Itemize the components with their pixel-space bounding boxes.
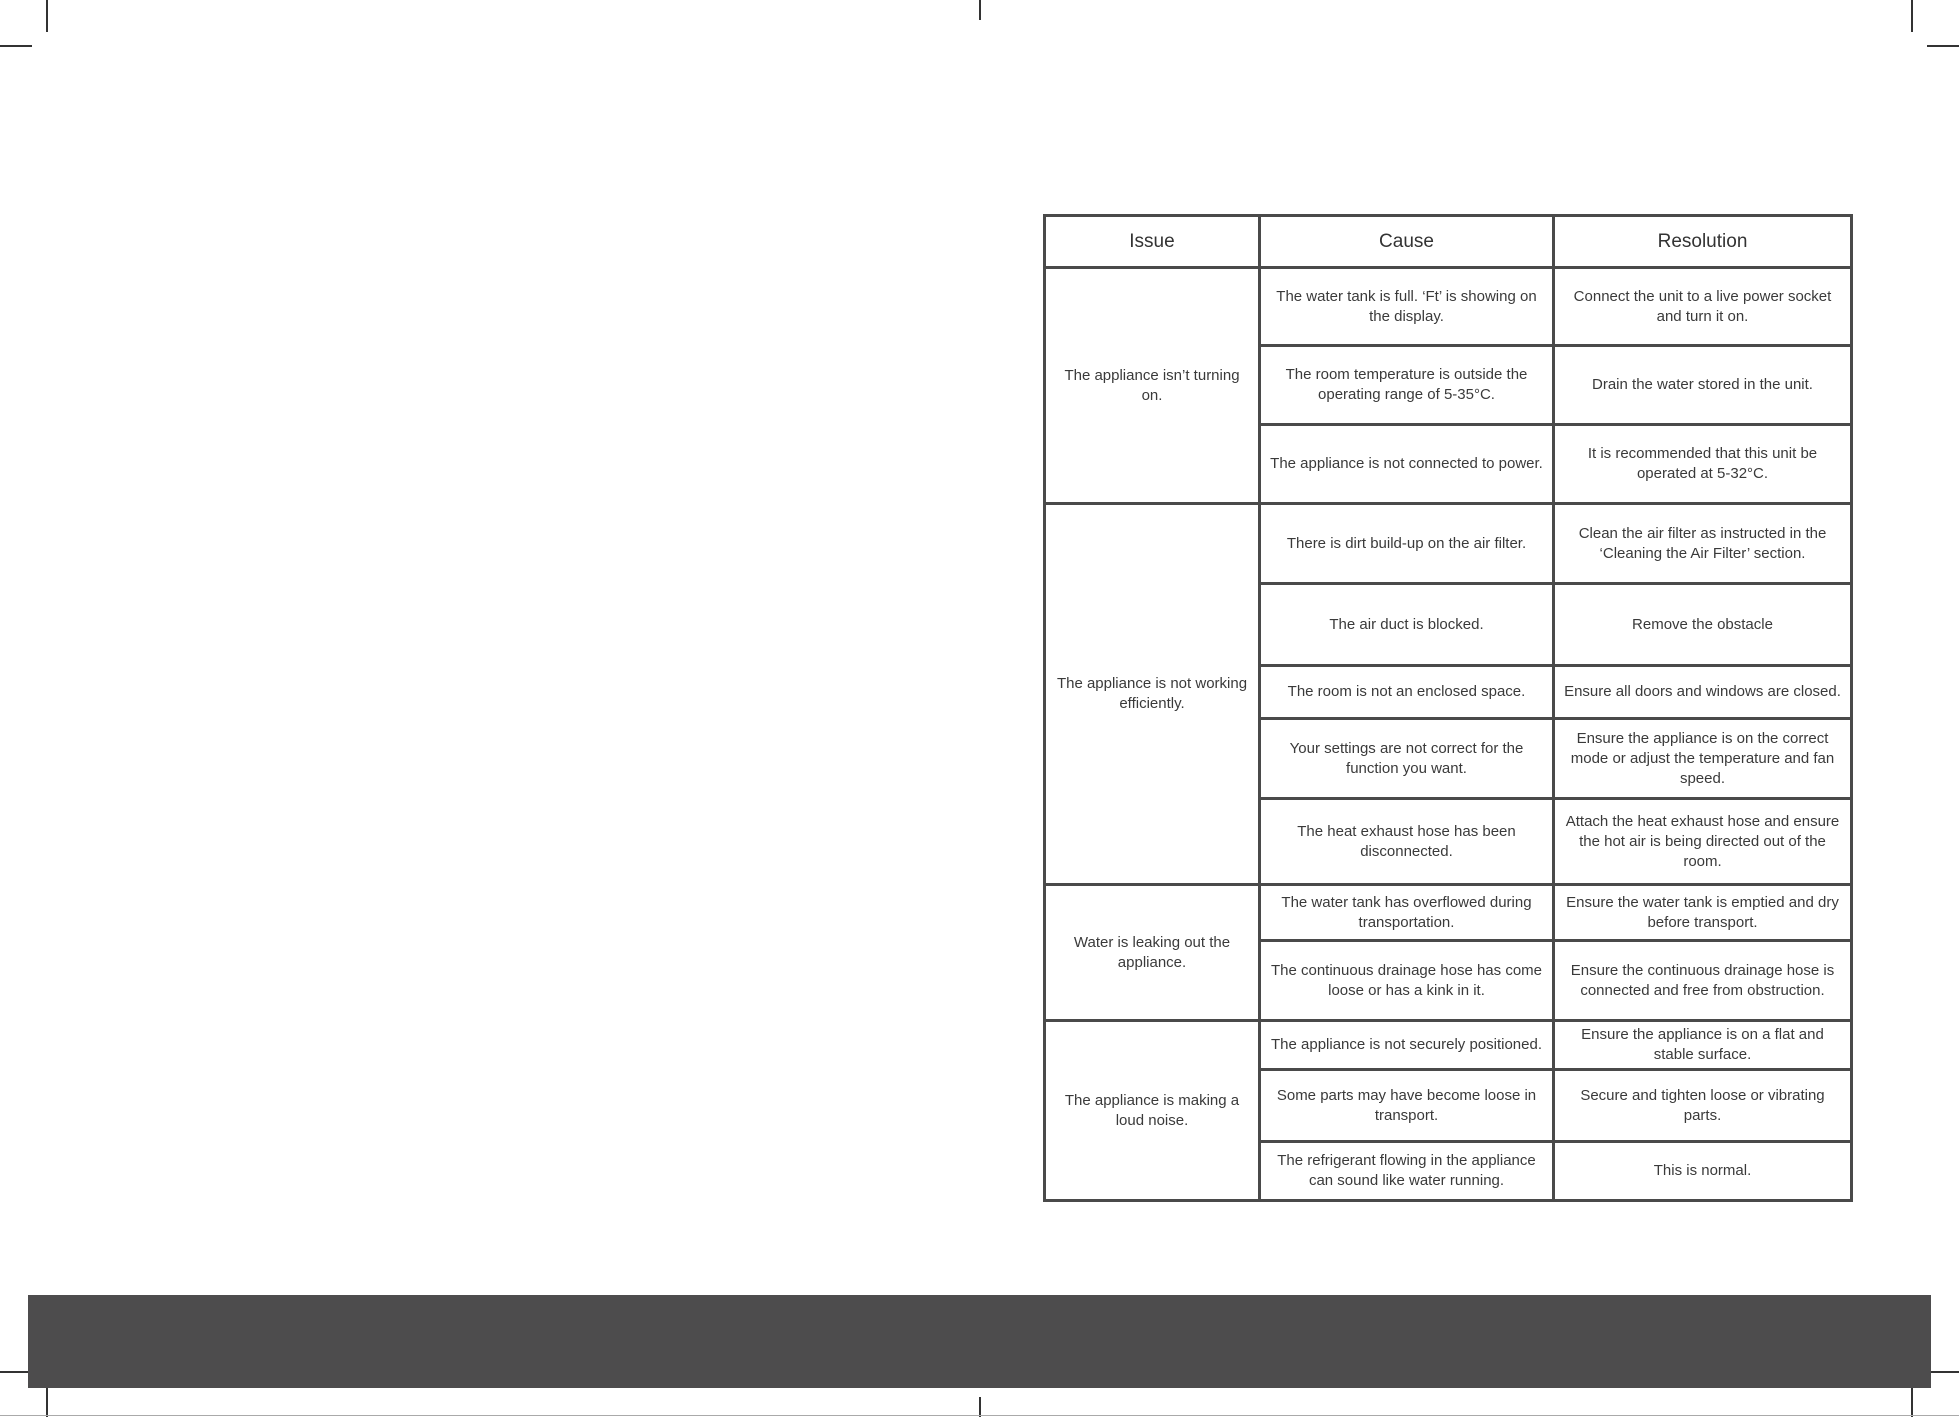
crop-mark: [1927, 45, 1959, 47]
crop-mark: [979, 1397, 981, 1417]
cause-cell: The refrigerant flowing in the appliance can sound like water running.: [1260, 1142, 1554, 1201]
troubleshooting-table: [1043, 214, 1853, 1202]
crop-mark: [46, 0, 48, 32]
resolution-header: Resolution: [1554, 216, 1852, 268]
crop-mark: [979, 0, 981, 20]
table-row: [1045, 504, 1852, 584]
cause-cell: There is dirt build-up on the air filter.: [1260, 504, 1554, 584]
resolution-cell: Remove the obstacle: [1554, 584, 1852, 666]
issue-cell: Water is leaking out the appliance.: [1045, 885, 1260, 1021]
resolution-cell: This is normal.: [1554, 1142, 1852, 1201]
resolution-cell: Connect the unit to a live power socket and turn it on.: [1554, 268, 1852, 346]
cause-cell: The room is not an enclosed space.: [1260, 666, 1554, 719]
crop-mark: [46, 1384, 48, 1417]
issue-cell: The appliance is making a loud noise.: [1045, 1021, 1260, 1201]
crop-mark: [1911, 0, 1913, 32]
resolution-cell: Ensure the continuous drainage hose is connected and free from obstruction.: [1554, 941, 1852, 1021]
resolution-cell: It is recommended that this unit be operated at 5-32°C.: [1554, 425, 1852, 504]
resolution-cell: Secure and tighten loose or vibrating parts.: [1554, 1070, 1852, 1142]
cause-cell: The room temperature is outside the operating range of 5-35°C.: [1260, 346, 1554, 425]
resolution-cell: Clean the air filter as instructed in the ‘Cleaning the Air Filter’ section.: [1554, 504, 1852, 584]
cause-cell: The water tank has overflowed during transportation.: [1260, 885, 1554, 941]
cause-cell: The air duct is blocked.: [1260, 584, 1554, 666]
resolution-cell: Drain the water stored in the unit.: [1554, 346, 1852, 425]
issue-header: Issue: [1045, 216, 1260, 268]
resolution-cell: Ensure all doors and windows are closed.: [1554, 666, 1852, 719]
resolution-cell: Attach the heat exhaust hose and ensure the hot air is being directed out of the room.: [1554, 799, 1852, 885]
table-row: [1045, 268, 1852, 346]
table-row: [1045, 1021, 1852, 1070]
bottom-rule: [0, 1415, 1959, 1416]
table-row: [1045, 885, 1852, 941]
resolution-cell: Ensure the appliance is on the correct mode or adjust the temperature and fan speed.: [1554, 719, 1852, 799]
cause-cell: The continuous drainage hose has come loose or has a kink in it.: [1260, 941, 1554, 1021]
table-header-row: [1045, 216, 1852, 268]
crop-mark: [1927, 1371, 1959, 1373]
cause-cell: The heat exhaust hose has been disconnected.: [1260, 799, 1554, 885]
cause-header: Cause: [1260, 216, 1554, 268]
cause-cell: Your settings are not correct for the function you want.: [1260, 719, 1554, 799]
issue-cell: The appliance isn’t turning on.: [1045, 268, 1260, 504]
crop-mark: [0, 45, 32, 47]
cause-cell: The appliance is not connected to power.: [1260, 425, 1554, 504]
cause-cell: Some parts may have become loose in transport.: [1260, 1070, 1554, 1142]
crop-mark: [1911, 1384, 1913, 1417]
footer-band: [28, 1295, 1931, 1388]
resolution-cell: Ensure the appliance is on a flat and stable surface.: [1554, 1021, 1852, 1070]
resolution-cell: Ensure the water tank is emptied and dry before transport.: [1554, 885, 1852, 941]
cause-cell: The appliance is not securely positioned.: [1260, 1021, 1554, 1070]
issue-cell: The appliance is not working efficiently.: [1045, 504, 1260, 885]
cause-cell: The water tank is full. ‘Ft’ is showing on the display.: [1260, 268, 1554, 346]
